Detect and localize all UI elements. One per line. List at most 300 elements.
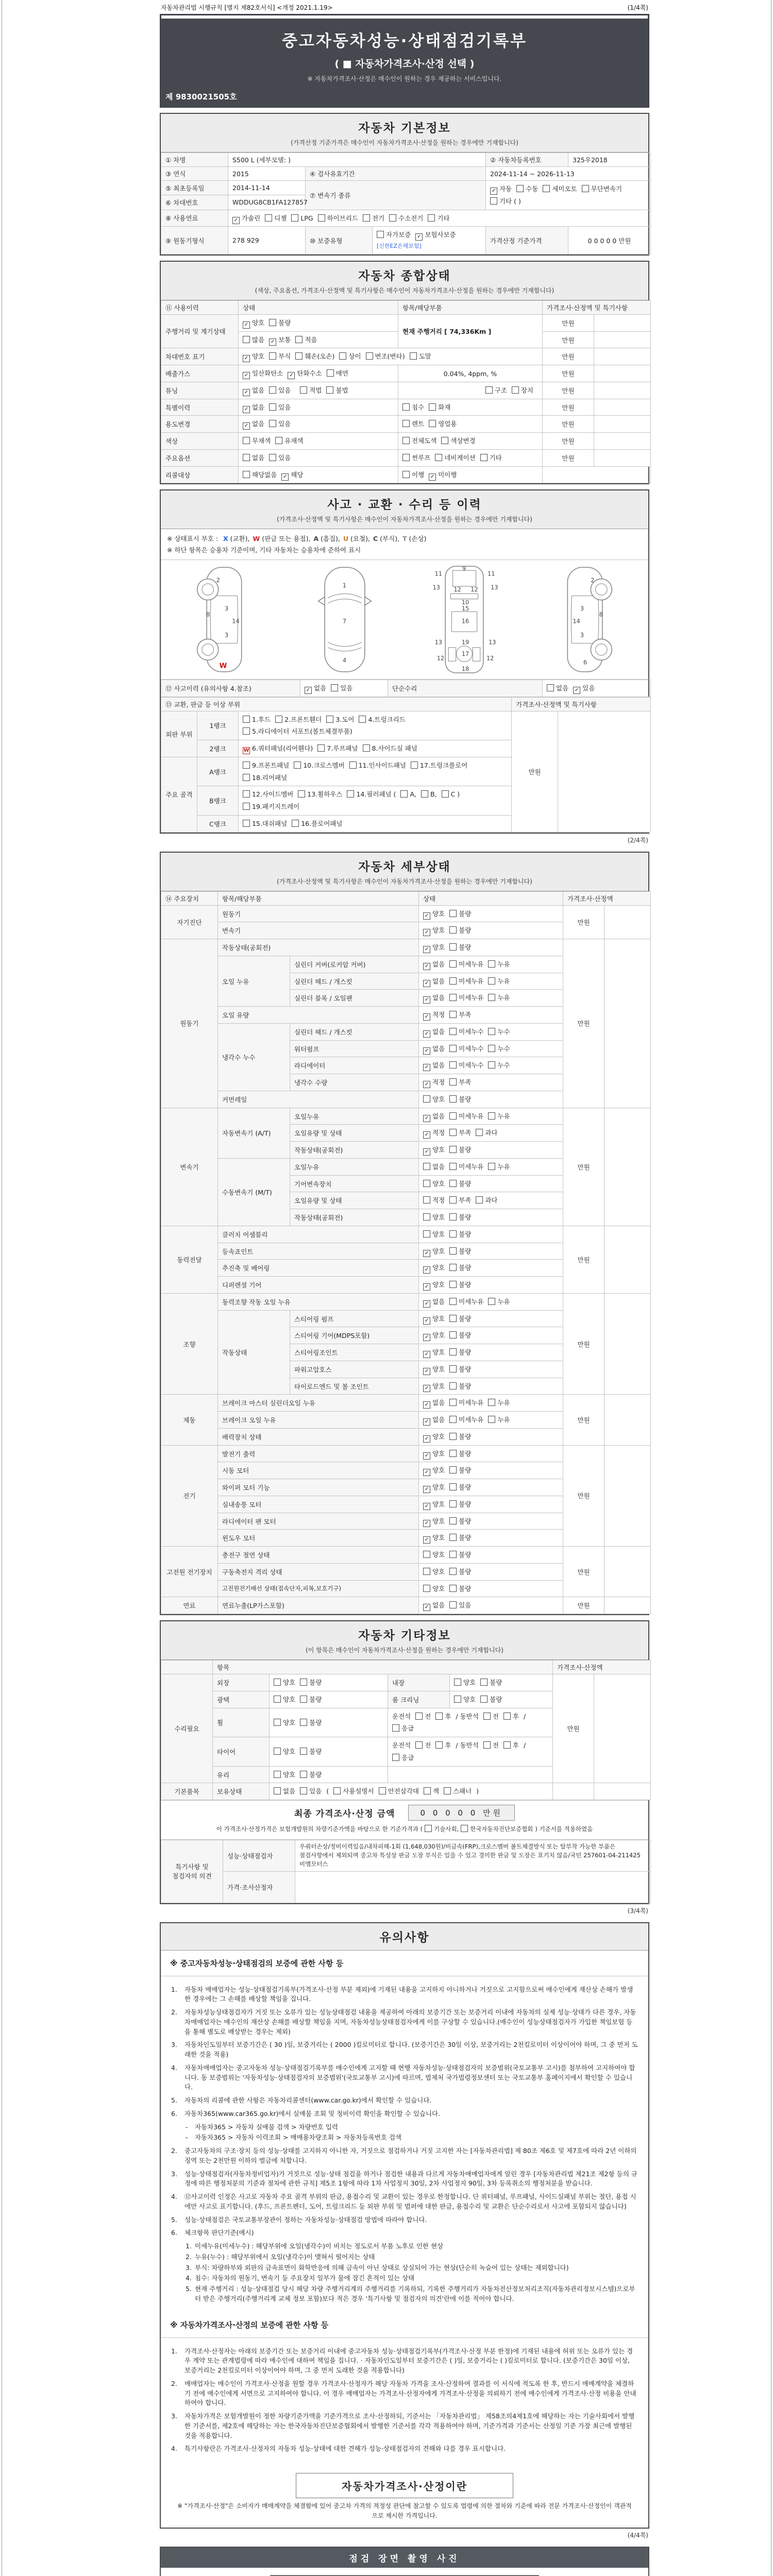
checkbox[interactable] [274, 1719, 281, 1726]
svg-text:19: 19 [461, 639, 469, 646]
checkbox[interactable] [449, 1230, 457, 1238]
checkbox[interactable] [435, 454, 442, 461]
checkbox[interactable] [449, 1298, 457, 1305]
checkbox[interactable] [243, 716, 250, 723]
checkbox[interactable] [483, 1741, 491, 1749]
table-cell [604, 1395, 651, 1445]
checkbox[interactable] [269, 454, 276, 461]
checkbox[interactable] [449, 1500, 457, 1507]
checkbox[interactable] [488, 1298, 495, 1305]
option: 색상변경 [441, 435, 475, 447]
checkbox[interactable] [317, 744, 325, 752]
checkbox[interactable] [402, 420, 410, 427]
table-cell [419, 1361, 563, 1378]
checkbox[interactable] [423, 1317, 430, 1325]
checkbox[interactable] [423, 1148, 430, 1156]
checkbox[interactable] [429, 420, 436, 427]
checkbox[interactable] [389, 214, 396, 222]
checkbox[interactable] [300, 1748, 307, 1755]
option: 수동 [516, 183, 538, 195]
checkbox[interactable] [449, 1281, 457, 1288]
checkbox[interactable] [379, 1787, 386, 1794]
checkbox[interactable] [243, 820, 250, 827]
checkbox[interactable] [243, 321, 250, 329]
table-cell [239, 740, 512, 757]
car-diagram-top [304, 564, 386, 675]
table-cell [239, 399, 398, 416]
checkbox[interactable] [449, 1601, 457, 1608]
checkbox[interactable] [423, 1300, 430, 1308]
checkbox[interactable] [300, 1771, 307, 1778]
checkbox[interactable] [449, 1011, 457, 1018]
checkbox[interactable] [503, 1713, 511, 1720]
checkbox[interactable] [425, 1825, 432, 1832]
checkbox[interactable] [444, 1787, 451, 1794]
checkbox[interactable] [392, 1724, 399, 1732]
checkbox[interactable] [295, 352, 303, 360]
checkbox[interactable] [449, 960, 457, 968]
option: 화재 [429, 401, 450, 414]
checkbox[interactable] [449, 1348, 457, 1355]
checkbox[interactable] [243, 406, 250, 413]
checkbox[interactable] [488, 1028, 495, 1035]
checkbox[interactable] [423, 980, 430, 987]
table-cell: 2015 [228, 167, 306, 181]
checkbox[interactable] [243, 389, 250, 396]
checkbox[interactable] [423, 946, 430, 953]
notice-content [161, 1951, 648, 2465]
checkbox[interactable] [349, 761, 357, 769]
checkbox[interactable] [243, 437, 250, 444]
checkbox[interactable] [442, 790, 449, 798]
checkbox[interactable] [449, 1045, 457, 1052]
option: / 동반석 [456, 1712, 479, 1720]
checkbox[interactable] [333, 1787, 341, 1794]
checkbox[interactable] [423, 1180, 430, 1187]
checkbox[interactable] [423, 1213, 430, 1221]
checkbox[interactable] [454, 1679, 461, 1686]
checkbox[interactable] [243, 790, 250, 798]
checkbox[interactable] [305, 687, 312, 694]
table-cell: 배출가스 [161, 365, 239, 382]
checkbox[interactable] [411, 761, 418, 769]
notice-item: 1. 자동차 매매업자는 성능·상태점검기록부(가격조사·산정 부분 제외)에 기재된 내용을 고지하지 아니하거나 거짓으로 고지함으로써 매수인에게 재산상 손해가 발생한 경우에는 그 손해를 배상할 책임을 집니다. [171, 1985, 633, 2003]
checkbox[interactable] [449, 1483, 457, 1490]
svg-text:10: 10 [461, 599, 469, 606]
checkbox[interactable] [402, 437, 410, 444]
checkbox[interactable] [435, 1741, 443, 1749]
checkbox[interactable] [488, 1112, 495, 1120]
checkbox[interactable] [423, 1418, 430, 1426]
table-cell [419, 1226, 563, 1243]
checkbox[interactable] [476, 1129, 483, 1136]
option: 양호 [274, 1717, 295, 1729]
option: ✓ 양호 [423, 924, 445, 937]
checkbox[interactable] [423, 912, 430, 920]
table-cell [419, 1057, 563, 1074]
table-cell: 외장 [213, 1674, 270, 1691]
checkbox[interactable] [423, 1469, 430, 1476]
page-marker-3: (3/4쪽) [627, 1907, 648, 1914]
checkbox[interactable] [400, 790, 408, 798]
checkbox[interactable] [292, 820, 299, 827]
option: 안전삼각대 [379, 1785, 419, 1798]
checkbox[interactable] [339, 352, 346, 360]
checkbox[interactable] [449, 994, 457, 1001]
checkbox[interactable] [512, 386, 519, 394]
checkbox[interactable] [488, 994, 495, 1001]
option: ✓ 양호 [423, 1448, 445, 1460]
checkbox[interactable] [410, 352, 417, 360]
option: 17.트렁크플로어 [411, 759, 467, 772]
table-cell: 광택 [213, 1691, 270, 1708]
checkbox-w-mark[interactable] [243, 747, 250, 754]
checkbox[interactable] [449, 1466, 457, 1473]
checkbox[interactable] [423, 929, 430, 936]
checkbox[interactable] [476, 1196, 483, 1204]
checkbox[interactable] [363, 214, 370, 222]
option: 누유 [488, 1110, 510, 1123]
table-cell [604, 1547, 651, 1597]
checkbox[interactable] [449, 1416, 457, 1423]
checkbox[interactable] [281, 473, 289, 481]
option: 19.패키지트레이 [243, 801, 299, 813]
checkbox[interactable] [424, 1787, 431, 1794]
table-cell [419, 1023, 563, 1040]
table-cell [419, 1378, 563, 1395]
table-cell: 자기진단 [161, 905, 218, 939]
option: 전체도색 [402, 435, 436, 447]
option: ✓ 양호 [423, 1380, 445, 1393]
checkbox[interactable] [449, 977, 457, 985]
checkbox[interactable] [359, 716, 366, 723]
option: 없음 [243, 452, 264, 464]
checkbox[interactable] [269, 352, 276, 360]
checkbox[interactable] [243, 454, 250, 461]
checkbox[interactable] [488, 960, 495, 968]
checkbox[interactable] [274, 1679, 281, 1686]
checkbox[interactable] [435, 1713, 443, 1720]
checkbox[interactable] [243, 422, 250, 430]
inspector-opinion-table [161, 1840, 651, 1903]
option: 불량 [300, 1693, 322, 1706]
checkbox[interactable] [392, 1754, 399, 1761]
checkbox[interactable] [318, 214, 325, 222]
checkbox[interactable] [402, 471, 410, 478]
option: 미세누유 [449, 1161, 483, 1173]
checkbox[interactable] [449, 1028, 457, 1035]
table-cell [594, 1674, 651, 1783]
checkbox[interactable] [291, 214, 298, 222]
checkbox[interactable] [423, 1568, 430, 1575]
checkbox[interactable] [243, 761, 250, 769]
checkbox[interactable] [423, 1115, 430, 1122]
checkbox[interactable] [243, 355, 250, 362]
checkbox[interactable] [449, 1112, 457, 1120]
table-cell [419, 1547, 563, 1564]
checkbox[interactable] [423, 1283, 430, 1291]
checkbox[interactable] [421, 790, 428, 798]
option: ✓ 양호 [423, 1144, 445, 1156]
checkbox[interactable] [300, 386, 307, 394]
checkbox[interactable] [415, 1713, 423, 1720]
checkbox[interactable] [449, 1399, 457, 1406]
table-cell [270, 1766, 388, 1783]
checkbox[interactable] [449, 1568, 457, 1575]
document-number: 제 9830021505호 [165, 92, 237, 101]
checkbox[interactable] [543, 185, 550, 192]
table-cell: 실린더 헤드 / 개스킷 [290, 973, 419, 990]
checkbox[interactable] [377, 231, 384, 238]
checkbox[interactable] [461, 1825, 468, 1832]
checkbox[interactable] [232, 217, 240, 224]
table-cell: 냉각수 수량 [290, 1074, 419, 1091]
checkbox[interactable] [490, 188, 497, 195]
checkbox[interactable] [423, 1401, 430, 1409]
option: ✓ 양호 [423, 908, 445, 920]
checkbox[interactable] [480, 454, 488, 461]
checkbox[interactable] [300, 1787, 307, 1794]
checkbox[interactable] [449, 1365, 457, 1372]
checkbox[interactable] [326, 386, 333, 394]
option: ✓ 있음 [573, 682, 595, 694]
checkbox[interactable] [423, 1585, 430, 1592]
table-cell: 만원 [543, 449, 594, 466]
checkbox[interactable] [423, 1503, 430, 1510]
notice-item: 5. 자동차의 리콜에 관한 사항은 자동차리콜센터(www.car.go.kr)에서 확인할 수 있습니다. [171, 2096, 432, 2105]
section-notice [160, 1922, 649, 2529]
table-cell [419, 939, 563, 956]
checkbox[interactable] [269, 386, 276, 394]
option: 많음 [243, 334, 264, 346]
checkbox[interactable] [423, 1013, 430, 1021]
table-cell: 주행거리 및 계기상태 [161, 314, 239, 348]
checkbox[interactable] [423, 1435, 430, 1443]
checkbox[interactable] [402, 454, 410, 461]
checkbox[interactable] [449, 1247, 457, 1255]
checkbox[interactable] [488, 1061, 495, 1069]
checkbox[interactable] [423, 996, 430, 1004]
table-cell [604, 1108, 651, 1226]
checkbox[interactable] [326, 716, 333, 723]
checkbox[interactable] [363, 744, 370, 752]
checkbox[interactable] [274, 1771, 281, 1778]
checkbox[interactable] [423, 1351, 430, 1358]
checkbox[interactable] [423, 963, 430, 970]
checkbox[interactable] [449, 1585, 457, 1592]
option: ) 기준서를 적용하였음 [535, 1825, 593, 1833]
option: 미세누유 [449, 1110, 483, 1123]
checkbox[interactable] [488, 977, 495, 985]
checkbox[interactable] [331, 684, 338, 691]
checkbox[interactable] [423, 1030, 430, 1038]
checkbox[interactable] [441, 437, 448, 444]
checkbox[interactable] [449, 1264, 457, 1271]
checkbox[interactable] [449, 910, 457, 917]
checkbox[interactable] [488, 1399, 495, 1406]
checkbox[interactable] [269, 403, 276, 411]
notice-section-header: ※ 자동차가격조사·산정의 보증에 관한 사항 등 [161, 2312, 648, 2338]
checkbox[interactable] [423, 1250, 430, 1257]
notice-item: 3. 성능·상태점검자(자동차정비업자)가 거짓으로 성능·상태 점검을 하거나 점검한 내용과 다르게 자동차매매업자에게 알린 경우 [자동차관리법 제21조 제2항 등의 규정에 따른 행정처분의 기준과 절차에 관한 규칙] 제5조 1항에 따라 1차 사업정지 30일, 2차 사업정지 90일, 3차 등록취소의 행정처분을 받습니다. [171, 2170, 637, 2188]
option: 불량 [449, 1448, 471, 1460]
checkbox[interactable] [488, 1045, 495, 1052]
checkbox[interactable] [449, 1551, 457, 1558]
checkbox[interactable] [449, 1433, 457, 1440]
checkbox[interactable] [547, 684, 554, 691]
option: 불량 [449, 1515, 471, 1528]
option: 5.라디에이터 서포트(볼트체결부품) [243, 725, 352, 738]
table-cell [270, 1708, 388, 1737]
checkbox[interactable] [423, 1452, 430, 1460]
section-etc-info [160, 1620, 649, 1904]
checkbox[interactable] [243, 803, 250, 810]
checkbox[interactable] [429, 473, 436, 481]
checkbox[interactable] [423, 1064, 430, 1071]
final-price-label: 최종 가격조사·산정 금액 [294, 1809, 395, 1820]
checkbox[interactable] [300, 1719, 307, 1726]
checkbox[interactable] [449, 1078, 457, 1086]
checkbox[interactable] [327, 369, 334, 377]
checkbox[interactable] [480, 1679, 488, 1686]
checkbox[interactable] [488, 1163, 495, 1170]
table-cell: 1랭크 [197, 711, 239, 740]
checkbox[interactable] [449, 1382, 457, 1389]
table-cell: 가격조사·산정액 및 특기사항 [543, 300, 651, 314]
checkbox[interactable] [582, 185, 589, 192]
checkbox[interactable] [423, 1196, 430, 1204]
checkbox[interactable] [454, 1696, 461, 1703]
checkbox[interactable] [449, 1180, 457, 1187]
checkbox[interactable] [298, 790, 305, 798]
checkbox[interactable] [449, 926, 457, 934]
checkbox[interactable] [423, 1047, 430, 1055]
checkbox[interactable] [415, 233, 423, 241]
checkbox[interactable] [300, 1696, 307, 1703]
checkbox[interactable] [294, 761, 301, 769]
table-cell: 특기사항 및 점검자의 의견 [161, 1840, 223, 1903]
checkbox[interactable] [423, 1131, 430, 1139]
checkbox[interactable] [366, 352, 373, 360]
checkbox[interactable] [423, 1230, 430, 1238]
checkbox[interactable] [347, 790, 354, 798]
checkbox[interactable] [449, 1517, 457, 1524]
checkbox[interactable] [269, 319, 276, 326]
table-cell [419, 1243, 563, 1260]
option: 불량 [449, 924, 471, 937]
svg-text:7: 7 [343, 618, 347, 625]
checkbox[interactable] [428, 214, 435, 222]
checkbox[interactable] [415, 1741, 423, 1749]
checkbox[interactable] [480, 1696, 488, 1703]
svg-text:8: 8 [206, 611, 210, 618]
option: / 동반석 [456, 1741, 479, 1750]
checkbox[interactable] [274, 1787, 281, 1794]
checkbox[interactable] [483, 1713, 491, 1720]
checkbox[interactable] [269, 338, 276, 346]
option: 자가보증 [377, 229, 411, 241]
checkbox[interactable] [275, 437, 282, 444]
checkbox[interactable] [288, 372, 295, 379]
option: 누유 [488, 1397, 510, 1409]
checkbox[interactable] [449, 1315, 457, 1322]
checkbox[interactable] [490, 197, 497, 205]
checkbox[interactable] [423, 1266, 430, 1274]
table-cell: 278 929 [228, 227, 306, 255]
checkbox[interactable] [423, 1520, 430, 1527]
checkbox[interactable] [503, 1741, 511, 1749]
option: ✓ 양호 [423, 1363, 445, 1376]
legend-code-A: A [313, 535, 319, 543]
table-cell: 만원 [543, 399, 594, 416]
table-cell: 동력조향 작동 오일 누유 [218, 1293, 419, 1310]
table-cell: 만원 [563, 939, 604, 1108]
checkbox[interactable] [423, 1536, 430, 1544]
option: 기타 [428, 212, 449, 225]
checkbox[interactable] [243, 774, 250, 781]
checkbox[interactable] [423, 1095, 430, 1103]
checkbox[interactable] [423, 1604, 430, 1611]
checkbox[interactable] [402, 403, 410, 411]
option: ✓ 해당 [281, 469, 303, 481]
checkbox[interactable] [243, 336, 250, 343]
checkbox[interactable] [300, 1679, 307, 1686]
checkbox[interactable] [423, 1368, 430, 1375]
checkbox[interactable] [295, 336, 303, 343]
table-cell [604, 1597, 651, 1614]
option: 미세누수 [449, 1059, 483, 1072]
checkbox[interactable] [274, 1696, 281, 1703]
checkbox[interactable] [449, 1095, 457, 1103]
checkbox[interactable] [423, 1334, 430, 1341]
checkbox[interactable] [449, 1196, 457, 1204]
checkbox[interactable] [449, 1331, 457, 1338]
checkbox[interactable] [449, 1146, 457, 1153]
table-cell: 유리 [213, 1766, 270, 1783]
checkbox[interactable] [423, 1486, 430, 1493]
checkbox[interactable] [423, 1385, 430, 1392]
checkbox[interactable] [516, 185, 524, 192]
checkbox[interactable] [488, 1416, 495, 1423]
checkbox[interactable] [573, 687, 580, 694]
checkbox[interactable] [449, 1213, 457, 1221]
checkbox[interactable] [243, 372, 250, 379]
checkbox[interactable] [449, 1129, 457, 1136]
checkbox[interactable] [243, 471, 250, 478]
pricing-info-paragraph: ※ "가격조사·산정"은 소비자가 매매계약을 체결함에 있어 중고차 가격의 적정성 판단에 참고할 수 있도록 법령에 의한 절차와 기준에 따라 전문 가격조사·산정인이 객관적으로 제시한 가격입니다. [177, 2502, 632, 2520]
option: ✓ 양호 [423, 1313, 445, 1325]
table-cell [239, 786, 512, 816]
checkbox[interactable] [243, 727, 250, 735]
checkbox[interactable] [275, 716, 282, 723]
svg-text:12: 12 [453, 586, 461, 594]
checkbox[interactable] [449, 1163, 457, 1170]
checkbox[interactable] [449, 1061, 457, 1069]
checkbox[interactable] [449, 943, 457, 951]
checkbox[interactable] [485, 386, 493, 394]
checkbox[interactable] [423, 1163, 430, 1170]
option: ✓ 없음 [243, 401, 264, 414]
checkbox[interactable] [449, 1450, 457, 1457]
table-cell [239, 314, 398, 331]
checkbox[interactable] [423, 1081, 430, 1088]
checkbox[interactable] [265, 214, 272, 222]
checkbox[interactable] [423, 1551, 430, 1558]
checkbox[interactable] [274, 1748, 281, 1755]
checkbox[interactable] [269, 420, 276, 427]
checkbox[interactable] [449, 1534, 457, 1541]
checkbox[interactable] [429, 403, 436, 411]
